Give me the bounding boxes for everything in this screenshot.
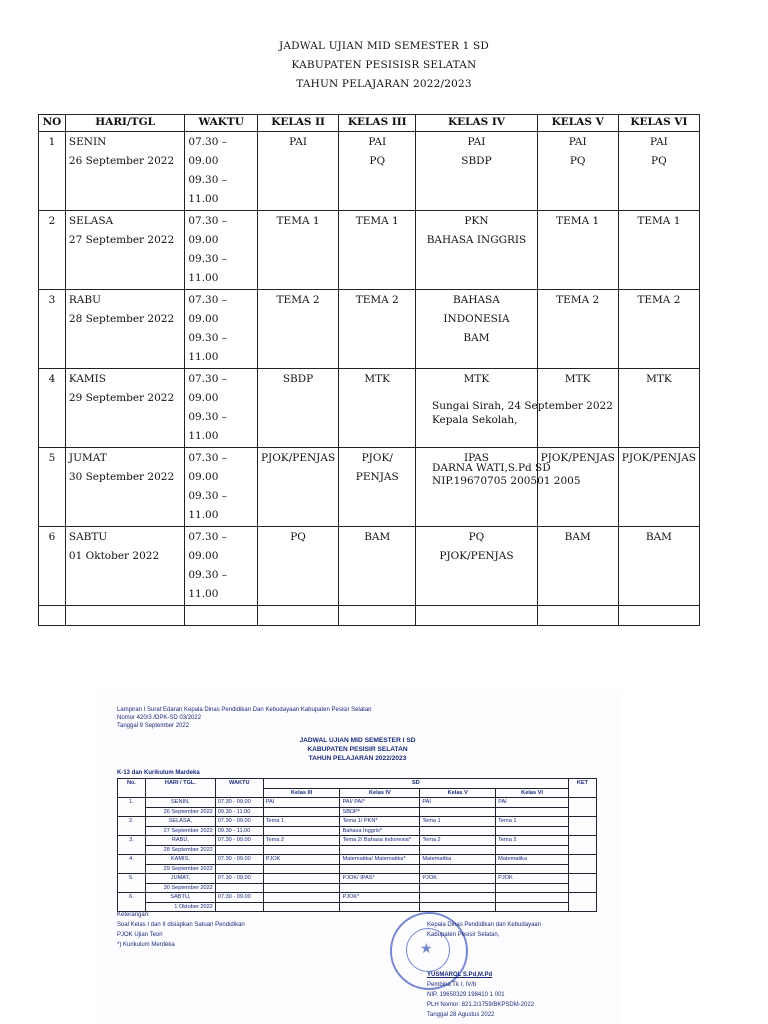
cell-line: KAMIS xyxy=(68,373,106,385)
table-row xyxy=(39,132,700,211)
cell-line: PJOK/PENJAS xyxy=(260,452,336,464)
scan-cell: PJOK/ IPAS* xyxy=(340,874,420,884)
col-header: KELAS IV xyxy=(416,115,537,132)
cell-line: PAI xyxy=(289,136,307,148)
scan-cell: PJOK xyxy=(420,874,496,884)
scan-cell: Matematika/ Matematika* xyxy=(340,855,420,865)
scan-col-k4: Kelas IV xyxy=(340,788,420,798)
scan-table-row xyxy=(118,893,597,903)
scan-col-no: No. xyxy=(118,779,146,798)
table-cell xyxy=(185,606,258,626)
table-cell xyxy=(537,527,618,606)
table-cell xyxy=(618,527,699,606)
scan-cell: 07.30 - 09.00 xyxy=(215,893,263,903)
scan-cell: SABTU, xyxy=(145,893,215,903)
cell-line: PJOK/PENJAS xyxy=(439,550,514,562)
cell-line xyxy=(261,310,335,329)
scan-cell xyxy=(568,874,596,893)
scan-col-waktu: WAKTU xyxy=(215,779,263,798)
scan-title2: KABUPATEN PESISIR SELATAN xyxy=(307,746,408,753)
cell-line xyxy=(261,547,335,566)
cell-line: MTK xyxy=(463,373,490,385)
cell-line: TEMA 1 xyxy=(276,215,320,227)
scan-cell: Tema 1/ PKN* xyxy=(340,817,420,827)
official-stamp: ★ xyxy=(390,912,468,990)
cell-line: 6 xyxy=(48,531,56,543)
scan-cell xyxy=(568,836,596,855)
table-cell xyxy=(339,132,416,211)
table-cell xyxy=(339,211,416,290)
col-header: KELAS V xyxy=(537,115,618,132)
scan-table-row xyxy=(118,798,597,808)
schedule-table xyxy=(38,114,700,626)
scan-table-row xyxy=(118,883,597,893)
scan-cell xyxy=(496,826,569,836)
cell-line: PQ xyxy=(369,155,386,167)
table-cell xyxy=(39,290,66,369)
cell-line: PQ xyxy=(569,155,586,167)
scan-col-ket: KET xyxy=(568,779,596,798)
scan-cell: 28 September 2022 xyxy=(145,845,215,855)
table-cell xyxy=(39,369,66,448)
scan-cell: RABU, xyxy=(145,836,215,846)
scan-cell xyxy=(340,902,420,912)
table-row xyxy=(39,448,700,527)
doc-title-line1: JADWAL UJIAN MID SEMESTER 1 SD xyxy=(278,40,490,52)
scan-cell xyxy=(263,893,340,903)
cell-line xyxy=(261,468,335,487)
scan-cell xyxy=(263,807,340,817)
scan-sig-plh: PLH Nomor: 821.2/1759/BKPSDM-2022 xyxy=(427,1002,535,1008)
scan-cell: 1. xyxy=(118,798,146,817)
cell-line: PKN xyxy=(464,215,489,227)
cell-line: SABTU xyxy=(68,531,108,543)
scan-cell: 29 September 2022 xyxy=(145,864,215,874)
cell-line: RABU xyxy=(68,294,101,306)
col-header: WAKTU xyxy=(185,115,258,132)
cell-line: BAM xyxy=(364,531,391,543)
cell-line xyxy=(622,547,696,566)
cell-line: MTK xyxy=(364,373,391,385)
scan-cell xyxy=(496,883,569,893)
cell-line: 28 September 2022 xyxy=(68,313,175,325)
cell-line: BAM xyxy=(463,332,490,344)
scan-cell xyxy=(263,902,340,912)
scan-cell xyxy=(568,855,596,874)
scan-cell xyxy=(420,845,496,855)
scan-cell xyxy=(215,864,263,874)
scan-cell: Tema 2 xyxy=(420,836,496,846)
scan-sig-nip: NIP. 19650329 198410 1 001 xyxy=(427,992,505,998)
cell-line: PJOK/PENJAS xyxy=(540,452,615,464)
scan-table-row xyxy=(118,817,597,827)
cell-line xyxy=(261,389,335,408)
cell-line: SELASA xyxy=(68,215,114,227)
scan-sig2: Kabupaten Pesisir Selatan, xyxy=(427,932,500,938)
cell-line xyxy=(622,468,696,487)
table-cell xyxy=(618,211,699,290)
scan-cell: 09.30 - 11.00 xyxy=(215,826,263,836)
table-cell xyxy=(39,448,66,527)
col-header: KELAS VI xyxy=(618,115,699,132)
scan-cell xyxy=(568,798,596,817)
table-cell xyxy=(65,132,184,211)
cell-line: 09.30 – 11.00 xyxy=(188,253,228,284)
scan-cell xyxy=(215,845,263,855)
table-cell xyxy=(618,606,699,626)
table-cell xyxy=(39,527,66,606)
table-cell xyxy=(339,448,416,527)
scan-cell: SBDP* xyxy=(340,807,420,817)
table-cell xyxy=(185,290,258,369)
scan-table xyxy=(117,778,597,912)
scan-table-row xyxy=(118,845,597,855)
table-row xyxy=(39,290,700,369)
scan-cell: Matematika xyxy=(420,855,496,865)
cell-line xyxy=(342,547,412,566)
scan-cell: 2. xyxy=(118,817,146,836)
scan-cell: Tema 2 xyxy=(263,836,340,846)
scan-cell: SELASA, xyxy=(145,817,215,827)
scan-table-row xyxy=(118,807,597,817)
scan-col-k3: Kelas III xyxy=(263,788,340,798)
cell-line: 07.30 – 09.00 xyxy=(188,531,228,562)
scan-table-row xyxy=(118,836,597,846)
scan-cell: 4. xyxy=(118,855,146,874)
cell-line: TEMA 2 xyxy=(355,294,399,306)
cell-line: BAM xyxy=(564,531,591,543)
scan-cell: Tema 2/ Bahasa Indonesia* xyxy=(340,836,420,846)
scan-nomor: Nomor 420/3 /DPK-SD 03/2022 xyxy=(117,715,202,721)
scan-cell: PJOK* xyxy=(340,893,420,903)
cell-line: 07.30 – 09.00 xyxy=(188,136,228,167)
table-cell xyxy=(339,290,416,369)
cell-line: PJOK/ xyxy=(361,452,393,464)
cell-line: 26 September 2022 xyxy=(68,155,175,167)
table-cell xyxy=(416,448,537,527)
signature-role: Kepala Sekolah, xyxy=(432,414,518,426)
scanned-document xyxy=(95,690,620,1024)
scan-cell: Tema 1 xyxy=(263,817,340,827)
scan-cell: 5. xyxy=(118,874,146,893)
scan-table-row xyxy=(118,855,597,865)
table-cell xyxy=(416,290,537,369)
scan-sig-rank: Pembina Tk I, IV/b xyxy=(427,982,477,988)
table-cell xyxy=(257,448,338,527)
cell-line: BAM xyxy=(645,531,672,543)
scan-cell: 27 September 2022 xyxy=(145,826,215,836)
cell-line: 27 September 2022 xyxy=(68,234,175,246)
scan-cell: 07.30 - 09.00 xyxy=(215,836,263,846)
scan-cell xyxy=(263,883,340,893)
cell-line xyxy=(541,310,615,329)
table-cell xyxy=(65,527,184,606)
cell-line: MTK xyxy=(564,373,591,385)
table-cell xyxy=(618,132,699,211)
scan-col-k5: Kelas V xyxy=(420,788,496,798)
table-cell xyxy=(537,132,618,211)
scan-cell xyxy=(568,817,596,836)
scan-title3: TAHUN PELAJARAN 2022/2023 xyxy=(308,755,407,762)
table-cell xyxy=(416,606,537,626)
cell-line: 09.30 – 11.00 xyxy=(188,174,228,205)
scan-col-sd: SD xyxy=(263,779,568,789)
scan-cell xyxy=(215,902,263,912)
scan-lampiran: Lampiran I Surat Edaran Kepala Dinas Pendidikan Dan Kebudayaan Kabupaten Pesisir Selatan xyxy=(117,707,372,713)
cell-line: JUMAT xyxy=(68,452,107,464)
cell-line: TEMA 2 xyxy=(637,294,681,306)
scan-cell xyxy=(496,902,569,912)
table-cell xyxy=(65,448,184,527)
cell-line xyxy=(541,231,615,250)
scan-cell: 09.30 - 11.00 xyxy=(215,807,263,817)
scan-cell xyxy=(340,845,420,855)
scan-col-k6: Kelas VI xyxy=(496,788,569,798)
col-header: KELAS III xyxy=(339,115,416,132)
scan-sig-date: Tanggal 28 Agustus 2022 xyxy=(427,1012,495,1018)
table-cell xyxy=(185,369,258,448)
table-cell xyxy=(618,369,699,448)
scan-cell: 07.30 - 09.00 xyxy=(215,798,263,808)
scan-cell xyxy=(420,864,496,874)
cell-line: 07.30 – 09.00 xyxy=(188,215,228,246)
table-cell xyxy=(339,527,416,606)
table-cell xyxy=(185,132,258,211)
scan-cell: PAI/ PAI* xyxy=(340,798,420,808)
cell-line: 07.30 – 09.00 xyxy=(188,452,228,483)
table-cell xyxy=(257,527,338,606)
cell-line: TEMA 2 xyxy=(276,294,320,306)
scan-table-row xyxy=(118,902,597,912)
table-cell xyxy=(65,211,184,290)
cell-line xyxy=(541,547,615,566)
scan-col-hari: HARI / TGL. xyxy=(145,779,215,798)
table-cell xyxy=(416,527,537,606)
cell-line: 07.30 – 09.00 xyxy=(188,294,228,325)
table-cell xyxy=(185,211,258,290)
table-cell xyxy=(65,369,184,448)
scan-note3: *) Kurikulum Merdeka xyxy=(117,942,175,948)
cell-line: SBDP xyxy=(282,373,314,385)
scan-cell: 07.30 - 09.00 xyxy=(215,817,263,827)
table-cell xyxy=(257,369,338,448)
cell-line: 09.30 – 11.00 xyxy=(188,411,228,442)
col-header: KELAS II xyxy=(257,115,338,132)
col-header: NO xyxy=(39,115,66,132)
scan-table-row xyxy=(118,864,597,874)
table-cell xyxy=(257,290,338,369)
cell-line: PJOK/PENJAS xyxy=(621,452,696,464)
table-cell xyxy=(339,606,416,626)
cell-line xyxy=(342,389,412,408)
cell-line xyxy=(261,231,335,250)
table-row xyxy=(39,211,700,290)
scan-table-row xyxy=(118,874,597,884)
scan-cell: Tema 2 xyxy=(496,836,569,846)
scan-cell xyxy=(568,893,596,912)
scan-title1: JADWAL UJIAN MID SEMESTER I SD xyxy=(299,737,416,744)
table-cell xyxy=(39,606,66,626)
scan-cell: PJOK xyxy=(263,855,340,865)
scan-cell: Tema 1 xyxy=(420,817,496,827)
cell-line: 01 Oktober 2022 xyxy=(68,550,160,562)
table-cell xyxy=(339,369,416,448)
scan-cell: Matematika xyxy=(496,855,569,865)
table-cell xyxy=(65,290,184,369)
cell-line: 07.30 – 09.00 xyxy=(188,373,228,404)
scan-cell xyxy=(263,845,340,855)
table-cell xyxy=(39,211,66,290)
scan-cell: 07.30 - 09.00 xyxy=(215,874,263,884)
cell-line: PAI xyxy=(568,136,587,148)
scan-cell: 30 September 2022 xyxy=(145,883,215,893)
cell-line: PAI xyxy=(649,136,668,148)
scan-notes-title: Keterangan: xyxy=(117,912,150,918)
scan-cell: 3. xyxy=(118,836,146,855)
cell-line xyxy=(622,389,696,408)
cell-line: 5 xyxy=(48,452,56,464)
scan-cell: 07.30 - 09.00 xyxy=(215,855,263,865)
table-cell xyxy=(257,606,338,626)
table-row-empty xyxy=(39,606,700,626)
scan-cell xyxy=(496,864,569,874)
scan-note1: Soal Kelas I dan II disiapkan Satuan Pendidikan xyxy=(117,922,245,928)
cell-line: BAHASA INDONESIA xyxy=(443,294,510,325)
table-cell xyxy=(416,211,537,290)
table-cell xyxy=(618,448,699,527)
cell-line: PQ xyxy=(290,531,306,543)
table-row xyxy=(39,527,700,606)
cell-line: 09.30 – 11.00 xyxy=(188,332,228,363)
scan-sig-name: YUSMAROL S.Pd,M.Pd xyxy=(427,972,493,978)
scan-cell xyxy=(496,845,569,855)
cell-line: PAI xyxy=(467,136,486,148)
table-cell xyxy=(39,132,66,211)
scan-cell: Bahasa Inggris* xyxy=(340,826,420,836)
scan-cell: Tema 1 xyxy=(496,817,569,827)
cell-line: PQ xyxy=(651,155,667,167)
cell-line: 29 September 2022 xyxy=(68,392,175,404)
cell-line: PENJAS xyxy=(355,471,399,483)
cell-line: TEMA 1 xyxy=(355,215,399,227)
scan-sig1: Kepala Dinas Pendidikan dan Kebudayaan xyxy=(427,922,542,928)
table-header-row xyxy=(39,115,700,132)
scan-cell xyxy=(496,807,569,817)
table-cell xyxy=(185,448,258,527)
signature-place-date: Sungai Sirah, 24 September 2022 xyxy=(432,400,613,412)
scan-cell xyxy=(340,883,420,893)
scan-cell xyxy=(496,893,569,903)
scan-cell xyxy=(420,902,496,912)
scan-cell: PAI xyxy=(496,798,569,808)
cell-line: 09.30 – 11.00 xyxy=(188,569,228,600)
scan-cell xyxy=(263,864,340,874)
cell-line: 09.30 – 11.00 xyxy=(188,490,228,521)
scan-cell xyxy=(420,883,496,893)
cell-line xyxy=(261,152,335,171)
scan-cell: 6. xyxy=(118,893,146,912)
cell-line: TEMA 1 xyxy=(637,215,681,227)
table-cell xyxy=(185,527,258,606)
table-cell xyxy=(416,132,537,211)
cell-line: BAHASA INGGRIS xyxy=(426,234,527,246)
table-cell xyxy=(257,211,338,290)
cell-line: TEMA 1 xyxy=(556,215,600,227)
doc-title-line2: KABUPATEN PESISISR SELATAN xyxy=(291,59,477,71)
table-cell xyxy=(537,211,618,290)
cell-line: 30 September 2022 xyxy=(68,471,175,483)
scan-cell: 1 Oktober 2022 xyxy=(145,902,215,912)
scan-cell: SENIN, xyxy=(145,798,215,808)
scan-note2: PJOK Ujian Teori xyxy=(117,932,163,938)
cell-line: 2 xyxy=(48,215,56,227)
cell-line: MTK xyxy=(646,373,672,385)
scan-cell: KAMIS, xyxy=(145,855,215,865)
scan-cell xyxy=(263,874,340,884)
scan-cell xyxy=(420,807,496,817)
table-cell xyxy=(537,606,618,626)
scan-cell xyxy=(215,883,263,893)
table-cell xyxy=(65,606,184,626)
cell-line xyxy=(342,231,412,250)
cell-line: 1 xyxy=(48,136,56,148)
cell-line: PAI xyxy=(368,136,387,148)
cell-line xyxy=(622,231,696,250)
table-cell xyxy=(618,290,699,369)
table-cell xyxy=(537,290,618,369)
scan-subtitle: K-13 dan Kurikulum Mardeka xyxy=(117,770,200,776)
scan-table-row xyxy=(118,826,597,836)
signature-name: DARNA WATI,S.Pd SD xyxy=(432,462,551,474)
scan-cell xyxy=(340,864,420,874)
scan-cell: PAI xyxy=(420,798,496,808)
scan-cell xyxy=(420,826,496,836)
cell-line: SBDP xyxy=(461,155,492,167)
scan-cell xyxy=(263,826,340,836)
signature-nip: NIP.19670705 200501 2005 xyxy=(432,475,581,487)
cell-line: TEMA 2 xyxy=(556,294,600,306)
table-cell xyxy=(537,448,618,527)
cell-line xyxy=(342,310,412,329)
cell-line: PQ xyxy=(468,531,485,543)
table-cell xyxy=(257,132,338,211)
scan-cell: PJOK xyxy=(496,874,569,884)
cell-line: SENIN xyxy=(68,136,107,148)
scan-cell xyxy=(420,893,496,903)
cell-line: 4 xyxy=(48,373,56,385)
col-header: HARI/TGL xyxy=(65,115,184,132)
cell-line: IPAS xyxy=(463,452,489,464)
scan-cell: 26 September 2022 xyxy=(145,807,215,817)
scan-cell: PAI xyxy=(263,798,340,808)
cell-line xyxy=(622,310,696,329)
scan-cell: JUMAT, xyxy=(145,874,215,884)
cell-line: 3 xyxy=(48,294,56,306)
doc-title-line3: TAHUN PELAJARAN 2022/2023 xyxy=(296,78,472,90)
scan-tanggal: Tanggal 9 September 2022 xyxy=(117,723,190,729)
